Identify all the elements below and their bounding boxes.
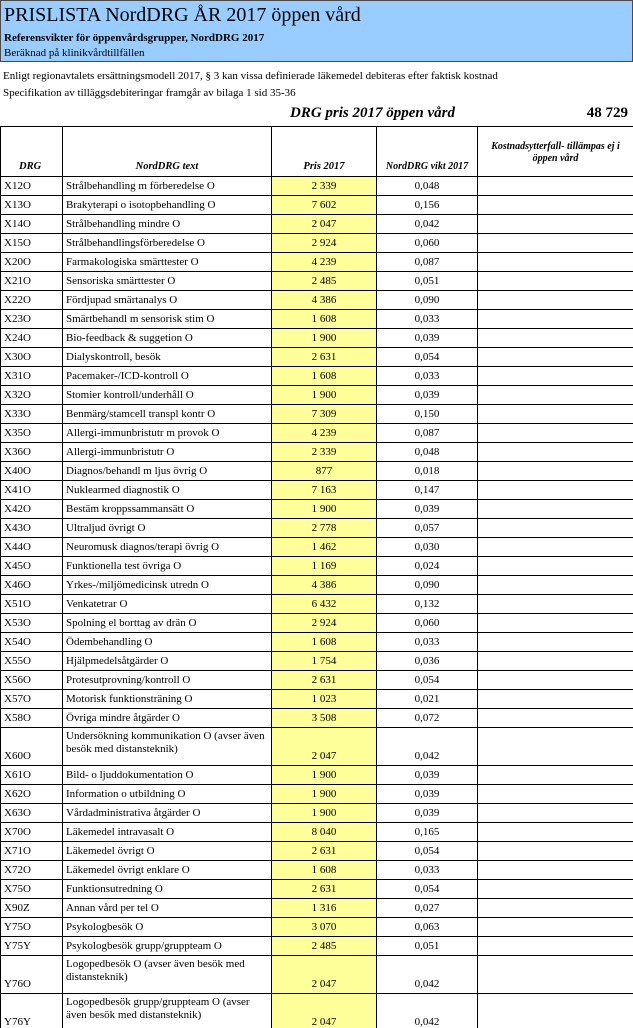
cost-cell (478, 215, 633, 234)
cost-cell (478, 804, 633, 823)
cost-cell (478, 367, 633, 386)
cost-cell (478, 253, 633, 272)
drg-text-cell: Övriga mindre åtgärder O (63, 709, 272, 728)
drg-text-cell: Dialyskontroll, besök (63, 348, 272, 367)
table-row (1, 918, 633, 937)
table-row (1, 652, 633, 671)
drg-code-cell: X75O (1, 880, 63, 899)
table-row (1, 519, 633, 538)
drg-text-cell: Sensoriska smärttester O (63, 272, 272, 291)
table-row (1, 424, 633, 443)
drg-text-cell: Benmärg/stamcell transpl kontr O (63, 405, 272, 424)
drg-price-label: DRG pris 2017 öppen vård (289, 105, 455, 121)
price-cell: 8 040 (272, 823, 377, 842)
table-row (1, 956, 633, 994)
cost-cell (478, 348, 633, 367)
cost-cell (478, 576, 633, 595)
drg-code-cell: X33O (1, 405, 63, 424)
drg-code-cell: X44O (1, 538, 63, 557)
cost-cell (478, 652, 633, 671)
table-row (1, 899, 633, 918)
table-row (1, 785, 633, 804)
drg-text-cell: Annan vård per tel O (63, 899, 272, 918)
price-cell: 1 608 (272, 861, 377, 880)
table-row (1, 310, 633, 329)
drg-code-cell: X21O (1, 272, 63, 291)
drg-code-cell: X53O (1, 614, 63, 633)
drg-code-cell: X55O (1, 652, 63, 671)
drg-code-cell: X14O (1, 215, 63, 234)
weight-cell: 0,087 (377, 424, 478, 443)
drg-text-cell: Ödembehandling O (63, 633, 272, 652)
drg-text-cell: Hjälpmedelsåtgärder O (63, 652, 272, 671)
cost-cell (478, 405, 633, 424)
weight-cell: 0,024 (377, 557, 478, 576)
table-row (1, 576, 633, 595)
table-row (1, 348, 633, 367)
weight-cell: 0,132 (377, 595, 478, 614)
drg-code-cell: X90Z (1, 899, 63, 918)
drg-text-cell: Venkatetrar O (63, 595, 272, 614)
drg-code-cell: X61O (1, 766, 63, 785)
drg-text-cell: Motorisk funktionsträning O (63, 690, 272, 709)
price-table (0, 126, 633, 1028)
price-cell: 2 047 (272, 728, 377, 766)
drg-text-cell: Strålbehandling mindre O (63, 215, 272, 234)
drg-code-cell: Y76Y (1, 994, 63, 1028)
drg-text-cell: Psykologbesök O (63, 918, 272, 937)
table-row (1, 291, 633, 310)
price-cell: 3 070 (272, 918, 377, 937)
drg-text-cell: Bild- o ljuddokumentation O (63, 766, 272, 785)
price-cell: 1 754 (272, 652, 377, 671)
drg-text-cell: Pacemaker-/ICD-kontroll O (63, 367, 272, 386)
table-header-row (1, 127, 633, 177)
drg-code-cell: X13O (1, 196, 63, 215)
drg-code-cell: X70O (1, 823, 63, 842)
price-cell: 1 608 (272, 367, 377, 386)
table-row (1, 633, 633, 652)
weight-cell: 0,051 (377, 937, 478, 956)
drg-text-cell: Neuromusk diagnos/terapi övrig O (63, 538, 272, 557)
price-cell: 6 432 (272, 595, 377, 614)
cost-cell (478, 899, 633, 918)
drg-code-cell: X30O (1, 348, 63, 367)
drg-text-cell: Smärtbehandl m sensorisk stim O (63, 310, 272, 329)
drg-text-cell: Fördjupad smärtanalys O (63, 291, 272, 310)
drg-code-cell: X72O (1, 861, 63, 880)
drg-code-cell: X23O (1, 310, 63, 329)
drg-text-cell: Läkemedel övrigt enklare O (63, 861, 272, 880)
weight-cell: 0,063 (377, 918, 478, 937)
table-row (1, 253, 633, 272)
cost-cell (478, 424, 633, 443)
drg-code-cell: X41O (1, 481, 63, 500)
weight-cell: 0,042 (377, 994, 478, 1028)
price-cell: 2 339 (272, 177, 377, 196)
column-header-weight: NordDRG vikt 2017 (377, 127, 478, 177)
drg-text-cell: Allergi-immunbristutr m provok O (63, 424, 272, 443)
price-cell: 1 900 (272, 804, 377, 823)
weight-cell: 0,033 (377, 633, 478, 652)
weight-cell: 0,060 (377, 614, 478, 633)
cost-cell (478, 310, 633, 329)
table-row (1, 329, 633, 348)
weight-cell: 0,033 (377, 861, 478, 880)
cost-cell (478, 956, 633, 994)
table-row (1, 443, 633, 462)
column-header-cost: Kostnadsytterfall- tillämpas ej i öppen vård (478, 127, 633, 177)
drg-code-cell: X57O (1, 690, 63, 709)
cost-cell (478, 481, 633, 500)
price-cell: 7 602 (272, 196, 377, 215)
table-row (1, 557, 633, 576)
table-row (1, 937, 633, 956)
cost-cell (478, 823, 633, 842)
price-cell: 2 047 (272, 956, 377, 994)
drg-code-cell: X31O (1, 367, 63, 386)
price-cell: 1 900 (272, 500, 377, 519)
drg-text-cell: Nuklearmed diagnostik O (63, 481, 272, 500)
cost-cell (478, 538, 633, 557)
cost-cell (478, 709, 633, 728)
cost-cell (478, 272, 633, 291)
weight-cell: 0,054 (377, 348, 478, 367)
drg-code-cell: X36O (1, 443, 63, 462)
weight-cell: 0,048 (377, 177, 478, 196)
table-row (1, 500, 633, 519)
cost-cell (478, 177, 633, 196)
page-subtitle: Referensvikter för öppenvårdsgrupper, NordDRG 2017 (4, 32, 265, 44)
drg-code-cell: X12O (1, 177, 63, 196)
weight-cell: 0,039 (377, 500, 478, 519)
drg-text-cell: Psykologbesök grupp/gruppteam O (63, 937, 272, 956)
drg-code-cell: X71O (1, 842, 63, 861)
weight-cell: 0,039 (377, 785, 478, 804)
cost-cell (478, 633, 633, 652)
table-row (1, 234, 633, 253)
drg-code-cell: X45O (1, 557, 63, 576)
weight-cell: 0,027 (377, 899, 478, 918)
cost-cell (478, 386, 633, 405)
price-cell: 2 924 (272, 614, 377, 633)
price-cell: 2 631 (272, 671, 377, 690)
price-cell: 2 339 (272, 443, 377, 462)
table-row (1, 671, 633, 690)
weight-cell: 0,036 (377, 652, 478, 671)
cost-cell (478, 234, 633, 253)
drg-text-cell: Bestäm kroppssammansätt O (63, 500, 272, 519)
weight-cell: 0,054 (377, 842, 478, 861)
drg-text-cell: Undersökning kommunikation O (avser även besök med distansteknik) (63, 728, 272, 766)
table-row (1, 595, 633, 614)
drg-text-cell: Strålbehandling m förberedelse O (63, 177, 272, 196)
weight-cell: 0,156 (377, 196, 478, 215)
price-cell: 2 631 (272, 842, 377, 861)
drg-code-cell: X46O (1, 576, 63, 595)
table-row (1, 880, 633, 899)
column-header-text: NordDRG text (63, 127, 272, 177)
weight-cell: 0,039 (377, 386, 478, 405)
price-cell: 1 900 (272, 766, 377, 785)
cost-cell (478, 918, 633, 937)
price-cell: 1 608 (272, 310, 377, 329)
table-row (1, 709, 633, 728)
drg-code-cell: X58O (1, 709, 63, 728)
price-cell: 1 316 (272, 899, 377, 918)
weight-cell: 0,039 (377, 766, 478, 785)
table-row (1, 766, 633, 785)
cost-cell (478, 842, 633, 861)
weight-cell: 0,042 (377, 956, 478, 994)
price-cell: 1 608 (272, 633, 377, 652)
drg-code-cell: X32O (1, 386, 63, 405)
drg-code-cell: X35O (1, 424, 63, 443)
price-cell: 2 047 (272, 994, 377, 1028)
cost-cell (478, 880, 633, 899)
drg-text-cell: Allergi-immunbristutr O (63, 443, 272, 462)
drg-code-cell: X20O (1, 253, 63, 272)
table-row (1, 804, 633, 823)
price-cell: 7 309 (272, 405, 377, 424)
weight-cell: 0,030 (377, 538, 478, 557)
drg-text-cell: Ultraljud övrigt O (63, 519, 272, 538)
drg-code-cell: X56O (1, 671, 63, 690)
table-row (1, 215, 633, 234)
weight-cell: 0,054 (377, 671, 478, 690)
cost-cell (478, 291, 633, 310)
price-cell: 4 386 (272, 576, 377, 595)
weight-cell: 0,051 (377, 272, 478, 291)
table-row (1, 842, 633, 861)
cost-cell (478, 443, 633, 462)
table-row (1, 538, 633, 557)
weight-cell: 0,087 (377, 253, 478, 272)
price-cell: 1 900 (272, 785, 377, 804)
column-header-price: Pris 2017 (272, 127, 377, 177)
table-row (1, 728, 633, 766)
cost-cell (478, 500, 633, 519)
drg-text-cell: Yrkes-/miljömedicinsk utredn O (63, 576, 272, 595)
drg-text-cell: Spolning el borttag av drän O (63, 614, 272, 633)
table-row (1, 272, 633, 291)
price-cell: 7 163 (272, 481, 377, 500)
cost-cell (478, 766, 633, 785)
drg-code-cell: X60O (1, 728, 63, 766)
cost-cell (478, 595, 633, 614)
table-row (1, 462, 633, 481)
price-cell: 1 023 (272, 690, 377, 709)
drg-code-cell: X24O (1, 329, 63, 348)
price-cell: 4 239 (272, 424, 377, 443)
drg-code-cell: X40O (1, 462, 63, 481)
price-cell: 3 508 (272, 709, 377, 728)
table-row (1, 367, 633, 386)
column-header-drg: DRG (1, 127, 63, 177)
note-line-1: Enligt regionavtalets ersättningsmodell 2017, § 3 kan vissa definierade läkemedel debiteras efter faktisk kostnad (3, 70, 498, 82)
price-cell: 2 924 (272, 234, 377, 253)
drg-code-cell: Y75Y (1, 937, 63, 956)
weight-cell: 0,018 (377, 462, 478, 481)
drg-price-value: 48 729 (586, 105, 628, 121)
cost-cell (478, 329, 633, 348)
weight-cell: 0,147 (377, 481, 478, 500)
table-row (1, 861, 633, 880)
drg-text-cell: Funktionella test övriga O (63, 557, 272, 576)
price-cell: 4 239 (272, 253, 377, 272)
price-cell: 2 631 (272, 348, 377, 367)
weight-cell: 0,048 (377, 443, 478, 462)
drg-text-cell: Logopedbesök O (avser även besök med distansteknik) (63, 956, 272, 994)
weight-cell: 0,090 (377, 291, 478, 310)
price-cell: 2 778 (272, 519, 377, 538)
drg-text-cell: Protesutprovning/kontroll O (63, 671, 272, 690)
weight-cell: 0,042 (377, 215, 478, 234)
weight-cell: 0,042 (377, 728, 478, 766)
weight-cell: 0,057 (377, 519, 478, 538)
price-cell: 2 047 (272, 215, 377, 234)
header-banner (0, 0, 633, 62)
price-cell: 1 169 (272, 557, 377, 576)
drg-code-cell: X22O (1, 291, 63, 310)
drg-text-cell: Vårdadministrativa åtgärder O (63, 804, 272, 823)
price-cell: 2 485 (272, 937, 377, 956)
price-cell: 1 900 (272, 386, 377, 405)
drg-code-cell: X43O (1, 519, 63, 538)
table-row (1, 614, 633, 633)
drg-code-cell: X62O (1, 785, 63, 804)
note-line-2: Specifikation av tilläggsdebiteringar framgår av bilaga 1 sid 35-36 (3, 87, 296, 99)
table-row (1, 177, 633, 196)
cost-cell (478, 519, 633, 538)
drg-text-cell: Läkemedel övrigt O (63, 842, 272, 861)
cost-cell (478, 671, 633, 690)
drg-code-cell: X51O (1, 595, 63, 614)
drg-code-cell: X42O (1, 500, 63, 519)
drg-text-cell: Logopedbesök grupp/gruppteam O (avser även besök med distansteknik) (63, 994, 272, 1028)
weight-cell: 0,054 (377, 880, 478, 899)
table-row (1, 481, 633, 500)
drg-code-cell: Y76O (1, 956, 63, 994)
price-cell: 1 462 (272, 538, 377, 557)
cost-cell (478, 728, 633, 766)
weight-cell: 0,072 (377, 709, 478, 728)
table-row (1, 823, 633, 842)
weight-cell: 0,033 (377, 310, 478, 329)
price-cell: 1 900 (272, 329, 377, 348)
weight-cell: 0,021 (377, 690, 478, 709)
weight-cell: 0,039 (377, 804, 478, 823)
drg-code-cell: X63O (1, 804, 63, 823)
price-cell: 877 (272, 462, 377, 481)
drg-text-cell: Stomier kontroll/underhåll O (63, 386, 272, 405)
drg-text-cell: Funktionsutredning O (63, 880, 272, 899)
cost-cell (478, 557, 633, 576)
price-cell: 2 485 (272, 272, 377, 291)
weight-cell: 0,060 (377, 234, 478, 253)
price-cell: 4 386 (272, 291, 377, 310)
weight-cell: 0,165 (377, 823, 478, 842)
cost-cell (478, 614, 633, 633)
cost-cell (478, 462, 633, 481)
table-row (1, 994, 633, 1028)
weight-cell: 0,150 (377, 405, 478, 424)
cost-cell (478, 785, 633, 804)
drg-code-cell: Y75O (1, 918, 63, 937)
cost-cell (478, 690, 633, 709)
weight-cell: 0,033 (377, 367, 478, 386)
table-row (1, 690, 633, 709)
drg-text-cell: Strålbehandlingsförberedelse O (63, 234, 272, 253)
drg-text-cell: Information o utbildning O (63, 785, 272, 804)
price-cell: 2 631 (272, 880, 377, 899)
cost-cell (478, 937, 633, 956)
cost-cell (478, 994, 633, 1028)
weight-cell: 0,039 (377, 329, 478, 348)
drg-text-cell: Brakyterapi o isotopbehandling O (63, 196, 272, 215)
table-row (1, 405, 633, 424)
page-title: PRISLISTA NordDRG ÅR 2017 öppen vård (4, 4, 361, 26)
cost-cell (478, 861, 633, 880)
weight-cell: 0,090 (377, 576, 478, 595)
drg-text-cell: Diagnos/behandl m ljus övrig O (63, 462, 272, 481)
drg-code-cell: X54O (1, 633, 63, 652)
cost-cell (478, 196, 633, 215)
table-row (1, 196, 633, 215)
drg-text-cell: Farmakologiska smärttester O (63, 253, 272, 272)
table-row (1, 386, 633, 405)
drg-text-cell: Läkemedel intravasalt O (63, 823, 272, 842)
drg-code-cell: X15O (1, 234, 63, 253)
page-subtitle-2: Beräknad på klinikvårdtillfällen (4, 47, 145, 59)
drg-text-cell: Bio-feedback & suggetion O (63, 329, 272, 348)
